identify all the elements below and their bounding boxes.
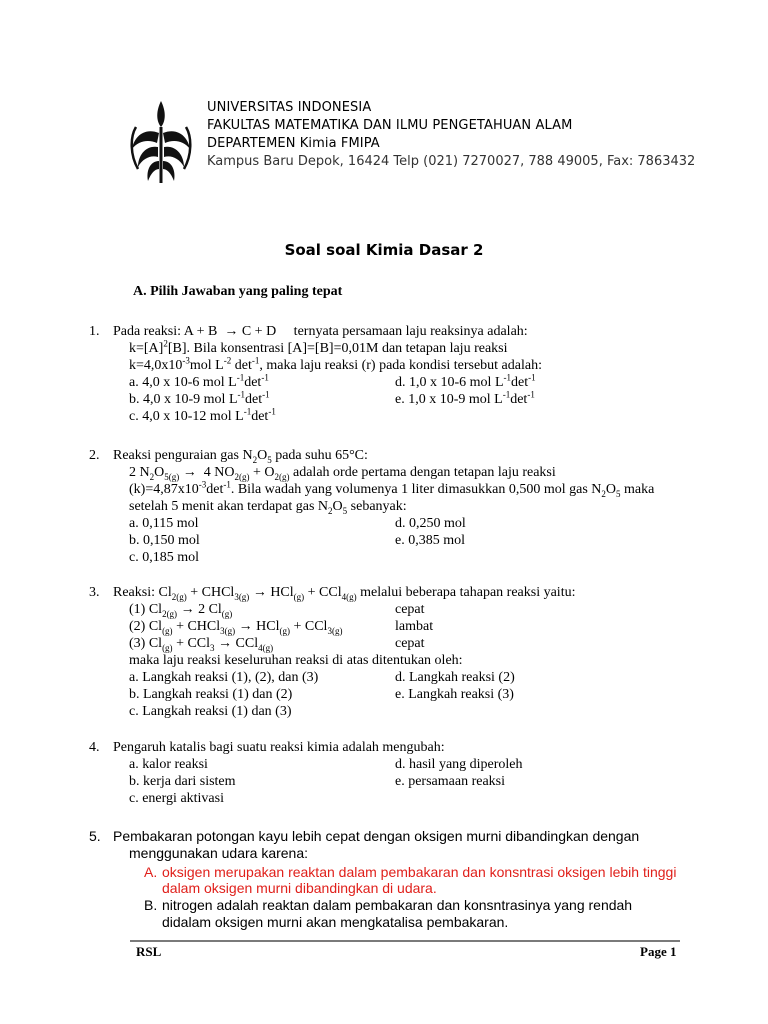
question-3-step-2-rate: lambat	[395, 619, 434, 634]
address-line: Kampus Baru Depok, 16424 Telp (021) 7270027, 788 49005, Fax: 7863432	[207, 154, 696, 169]
question-1-line-3: $k=4,0x10^{-3}mol$ $L^{-2}$ $\det^{-1}$, maka laju reaksi (r) pada kondisi tersebut adalah:	[129, 355, 542, 373]
question-4-stem: Pengaruh katalis bagi suatu reaksi kimia adalah mengubah:	[113, 740, 445, 755]
question-number: 5.	[89, 828, 101, 844]
question-5-option-b-label: B.	[144, 897, 158, 913]
page-number: Page 1	[640, 944, 677, 959]
question-3-step-3: (3) $Cl_{(g)} + CCl_3 \to CCl_{4(g)}$	[129, 636, 274, 653]
university-name: UNIVERSITAS INDONESIA	[207, 100, 372, 115]
question-3-option-e: e. Langkah reaksi (3)	[395, 687, 514, 702]
question-3-step-2: (2) $Cl_{(g)}$ + CHCl$_{3(g)}$ → HCl$_{(g)}$ + CCl$_{3(g)}$	[129, 619, 343, 636]
question-number: 2.	[89, 448, 100, 463]
university-logo	[126, 97, 196, 187]
question-number: 1.	[89, 324, 100, 339]
question-5-option-b-line-1: nitrogen adalah reaktan dalam pembakaran dan konsntrasinya yang rendah	[162, 897, 633, 913]
question-5-option-a-line-1: oksigen merupakan reaktan dalam pembakaran dan konsntrasi oksigen lebih tinggi	[162, 864, 677, 880]
question-5-option-b-line-2: didalam oksigen murni akan mengkatalisa pembakaran.	[162, 914, 509, 930]
question-1-line-1: Pada reaksi: A + B → C + D ternyata persamaan laju reaksinya adalah:	[113, 324, 528, 339]
question-3-option-c: c. Langkah reaksi (1) dan (3)	[129, 704, 292, 719]
question-5-option-a-label: A.	[144, 864, 158, 880]
section-heading: A. Pilih Jawaban yang paling tepat	[133, 284, 343, 299]
question-2-option-d: d. 0,250 mol	[395, 516, 466, 531]
question-5-option-a-line-2: dalam oksigen murni dibandingkan di udara.	[162, 880, 437, 896]
question-4-option-e: e. persamaan reaksi	[395, 774, 505, 789]
question-1-option-a: a. 4,0 x 10-6 mol $L^{-1}\det^{-1}$	[129, 372, 269, 390]
question-3-step-1-rate: cepat	[395, 602, 425, 617]
question-2-option-c: c. 0,185 mol	[129, 550, 199, 565]
question-2-option-b: b. 0,150 mol	[129, 533, 200, 548]
question-5-stem-line-1: Pembakaran potongan kayu lebih cepat dengan oksigen murni dibandingkan dengan	[113, 828, 640, 844]
question-3-step-1: (1) $Cl_{2(g)} \to 2$ $Cl_{(g)}$	[129, 602, 233, 619]
question-4-option-d: d. hasil yang diperoleh	[395, 757, 523, 772]
question-3-step-3-rate: cepat	[395, 636, 425, 651]
question-2-option-a: a. 0,115 mol	[129, 516, 199, 531]
question-number: 4.	[89, 740, 100, 755]
question-2-line-2: 2 $N_2O_{5(g)} \to 4$ $NO_{2(g)} + O_{2(g)}$ adalah orde pertama dengan tetapan laju reaksi	[129, 465, 556, 482]
question-2-line-3: $(k)=4,87x10^{-3}\det^{-1}$. Bila wadah yang volumenya 1 liter dimasukkan 0,500 mol gas $N_2O_5$ maka	[129, 479, 655, 499]
question-3-option-b: b. Langkah reaksi (1) dan (2)	[129, 687, 293, 702]
question-1-option-c: c. 4,0 x 10-12 mol $L^{-1}\det^{-1}$	[129, 406, 276, 424]
department-name: DEPARTEMEN Kimia FMIPA	[207, 136, 380, 151]
question-2-line-1: Reaksi penguraian gas $N_2O_5$ pada suhu 65°C:	[113, 448, 368, 465]
question-4-option-b: b. kerja dari sistem	[129, 774, 236, 789]
faculty-name: FAKULTAS MATEMATIKA DAN ILMU PENGETAHUAN ALAM	[207, 118, 573, 133]
page-title: Soal soal Kimia Dasar 2	[284, 241, 484, 259]
question-1-option-d: d. 1,0 x 10-6 mol $L^{-1}\det^{-1}$	[395, 372, 536, 390]
question-4-option-a: a. kalor reaksi	[129, 757, 208, 772]
question-1-option-b: b. 4,0 x 10-9 mol $L^{-1}\det^{-1}$	[129, 389, 270, 407]
question-3-option-a: a. Langkah reaksi (1), (2), dan (3)	[129, 670, 319, 685]
question-5-stem-line-2: menggunakan udara karena:	[129, 845, 309, 861]
question-4-option-c: c. energi aktivasi	[129, 791, 224, 806]
question-2-line-4: setelah 5 menit akan terdapat gas $N_2O_5$ sebanyak:	[129, 499, 407, 516]
question-2-option-e: e. 0,385 mol	[395, 533, 465, 548]
question-1-option-e: e. 1,0 x 10-9 mol $L^{-1}\det^{-1}$	[395, 389, 535, 407]
question-3-option-d: d. Langkah reaksi (2)	[395, 670, 515, 685]
question-number: 3.	[89, 585, 100, 600]
question-3-line-5: maka laju reaksi keseluruhan reaksi di atas ditentukan oleh:	[129, 653, 463, 668]
footer-initials: RSL	[136, 944, 162, 959]
question-1-line-2: $k=[A]^2[B]$. Bila konsentrasi [A]=[B]=0,01M dan tetapan laju reaksi	[129, 338, 508, 356]
footer-rule	[130, 940, 680, 942]
question-3-line-1: Reaksi: $Cl_{2(g)}$ + CHCl$_{3(g)}$ → HCl$_{(g)}$ + CCl$_{4(g)}$ melalui beberapa tahapan reaksi yaitu:	[113, 585, 576, 602]
